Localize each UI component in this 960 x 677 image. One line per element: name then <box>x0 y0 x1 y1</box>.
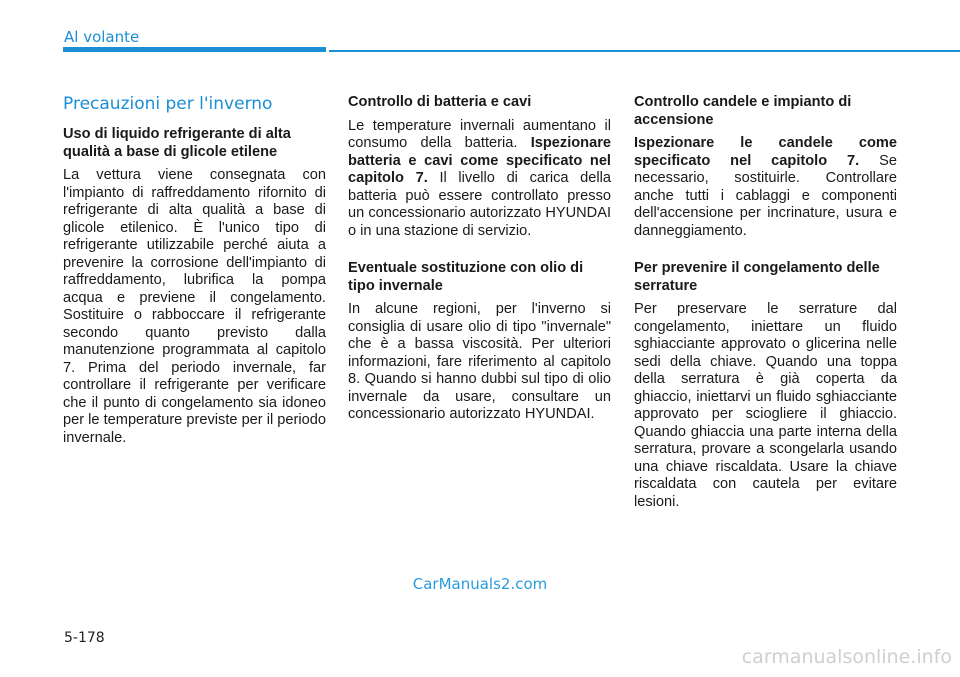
spark-plug-rest: Se necessario, sostituirle. Controllare anche tutti i cablaggi e componenti dell'accensione per incrinature, usura e danneggiamento. <box>634 152 897 239</box>
site-watermark: carmanualsonline.info <box>741 646 952 668</box>
page-number: 5-178 <box>64 630 105 646</box>
column-1 <box>63 94 326 455</box>
winter-precautions-heading: Precauzioni per l'inverno <box>63 94 273 114</box>
column-2 <box>348 94 611 432</box>
lock-freeze-paragraph: Per preservare le serrature dal congelamento, iniettare un fluido sghiacciante approvato o glicerina nelle sedi della chiave. Quando una toppa della serratura è già coperta da ghiaccio, iniettarvi un fluido sghiacciante approvato per sciogliere il ghiaccio. Quando ghiaccia una parte interna della serratura, provare a scongelarla usando una chiave riscaldata. Usare la chiave riscaldata con cautela per evitare lesioni. <box>634 301 897 510</box>
battery-heading: Controllo di batteria e cavi <box>348 94 532 110</box>
header-rule-thin <box>329 50 960 52</box>
header-rule-thick <box>63 47 326 52</box>
coolant-subheading: Uso di liquido refrigerante di alta qualità a base di glicole etilene <box>63 126 291 160</box>
oil-paragraph: In alcune regioni, per l'inverno si consiglia di usare olio di tipo "invernale" che è a bassa viscosità. Per ulteriori informazioni, fare riferimento al capitolo 8. Quando si hanno dubbi sul tipo di olio invernale da usare, consultare un concessionario autorizzato HYUNDAI. <box>348 301 611 422</box>
spark-plug-heading: Controllo candele e impianto di accensione <box>634 94 852 128</box>
carmanuals-watermark: CarManuals2.com <box>412 575 548 593</box>
battery-rest: Il livello di carica della batteria può essere controllato presso un concessionario autorizzato HYUNDAI o in una stazione di servizio. <box>348 170 612 239</box>
lock-freeze-heading: Per prevenire il congelamento delle serrature <box>634 260 880 294</box>
column-3 <box>634 94 897 519</box>
section-title: Al volante <box>64 28 140 46</box>
oil-heading: Eventuale sostituzione con olio di tipo invernale <box>348 260 584 294</box>
spark-plug-instruction: Ispezionare le candele come specificato nel capitolo 7. <box>634 135 897 169</box>
battery-paragraph <box>348 118 611 241</box>
battery-intro: Le temperature invernali aumentano il consumo della batteria. <box>348 117 611 151</box>
coolant-paragraph: La vettura viene consegnata con l'impianto di raffreddamento rifornito di refrigerante di alta qualità a base di glicole etilenico. È l'unico tipo di refrigerante utilizzabile perché aiuta a prevenire la corrosione dell'impianto di raffreddamento, lubrifica la pompa acqua e previene il congelamento. Sostituire o rabboccare il refrigerante secondo quanto previsto dalla manutenzione programmata al capitolo 7. Prima del periodo invernale, far controllare il refrigerante per verificare che il punto di congelamento sia idoneo per le temperature previste per il periodo invernale. <box>63 167 326 446</box>
battery-instruction: Ispezionare batteria e cavi come specificato nel capitolo 7. <box>348 135 611 186</box>
spark-plug-paragraph <box>634 135 897 240</box>
